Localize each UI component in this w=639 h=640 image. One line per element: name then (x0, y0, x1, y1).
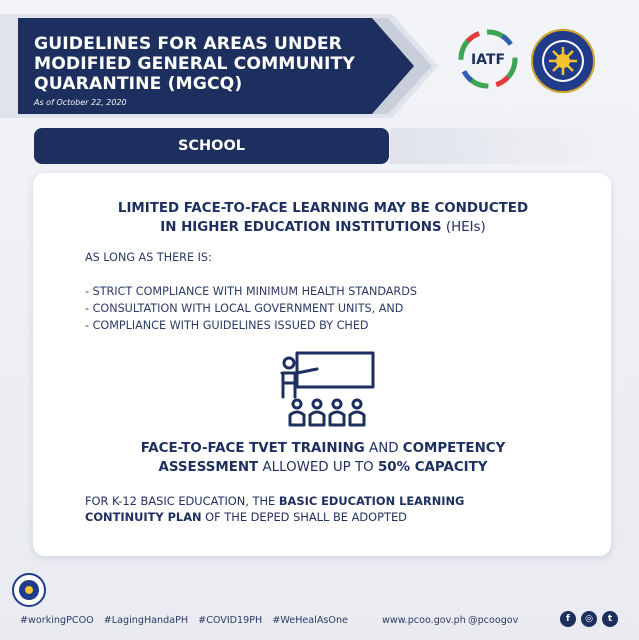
date-subtitle: As of October 22, 2020 (34, 98, 127, 107)
pcoo-seal-logo (529, 27, 597, 95)
tvet-bold-2: COMPETENCY (402, 441, 506, 456)
hashtag[interactable]: #WeHealAsOne (272, 615, 348, 626)
social-handle[interactable]: @pcoogov (468, 615, 519, 626)
k12-normal-2: OF THE DEPED SHALL BE ADOPTED (201, 510, 407, 524)
social-icons (560, 611, 618, 627)
header-banner (0, 14, 438, 118)
tvet-bold-4: 50% CAPACITY (377, 460, 488, 475)
k12-normal-1: FOR K-12 BASIC EDUCATION, THE (85, 494, 279, 508)
condition-item: - COMPLIANCE WITH GUIDELINES ISSUED BY CHED (85, 319, 369, 332)
conditions-list (85, 283, 417, 334)
classroom-teacher-icon (269, 349, 377, 429)
iatf-logo-text: IATF (470, 52, 506, 68)
hashtag[interactable]: #LagingHandaPH (103, 615, 189, 626)
tvet-bold-3: ASSESSMENT (158, 460, 259, 475)
footer-bar (20, 614, 630, 630)
page-title (34, 34, 414, 94)
title-line-2: MODIFIED GENERAL COMMUNITY (34, 54, 355, 74)
hashtag[interactable]: #workingPCOO (20, 615, 94, 626)
conditions-intro: AS LONG AS THERE IS: (85, 251, 212, 264)
guideline-card (33, 173, 611, 556)
tvet-statement (93, 439, 553, 477)
condition-item: - CONSULTATION WITH LOCAL GOVERNMENT UNITS, AND (85, 302, 404, 315)
hashtag-list (20, 615, 355, 626)
title-line-1: GUIDELINES FOR AREAS UNDER (34, 34, 342, 54)
footer-seal-logo (12, 573, 46, 607)
lead-normal: (HEIs) (445, 220, 486, 235)
twitter-icon[interactable]: t (602, 611, 618, 627)
category-bar-tail (390, 128, 610, 164)
instagram-icon[interactable]: ◎ (581, 611, 597, 627)
k12-bold-2: CONTINUITY PLAN (85, 510, 202, 524)
facebook-icon[interactable]: f (560, 611, 576, 627)
lead-bold-2: IN HIGHER EDUCATION INSTITUTIONS (160, 220, 442, 235)
lead-bold-1: LIMITED FACE-TO-FACE LEARNING MAY BE CONDUCTED (117, 201, 529, 216)
hashtag[interactable]: #COVID19PH (198, 615, 263, 626)
title-line-3: QUARANTINE (MGCQ) (34, 74, 243, 94)
k12-bold-1: BASIC EDUCATION LEARNING (278, 494, 465, 508)
website-link[interactable]: www.pcoo.gov.ph (382, 615, 466, 626)
lead-statement (83, 199, 563, 237)
iatf-logo (455, 28, 521, 94)
tvet-normal-2: ALLOWED UP TO (258, 460, 378, 475)
tvet-normal-1: AND (364, 441, 403, 456)
tvet-bold-1: FACE-TO-FACE TVET TRAINING (140, 441, 365, 456)
k12-statement (85, 493, 565, 525)
category-label: SCHOOL (34, 128, 389, 164)
condition-item: - STRICT COMPLIANCE WITH MINIMUM HEALTH STANDARDS (85, 285, 417, 298)
